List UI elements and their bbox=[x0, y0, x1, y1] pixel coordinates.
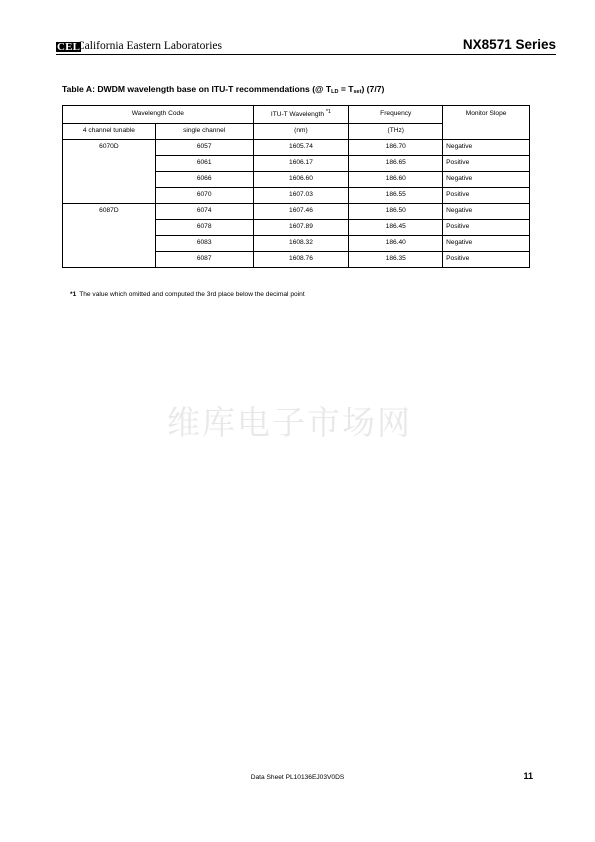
wavelength-cell: 1607.46 bbox=[253, 204, 349, 220]
group-code: 6087D bbox=[63, 204, 156, 268]
footnote-mark: *1 bbox=[325, 109, 332, 116]
frequency-cell: 186.60 bbox=[349, 172, 443, 188]
table-row bbox=[63, 204, 530, 220]
header-4-channel: 4 channel tunable bbox=[63, 124, 156, 140]
header-frequency: Frequency bbox=[349, 106, 443, 124]
series-title: NX8571 Series bbox=[462, 37, 556, 52]
page-number: 11 bbox=[523, 771, 533, 781]
wavelength-cell: 1607.89 bbox=[253, 220, 349, 236]
header-itu-wavelength: ITU-T Wavelength $^{*1}$ bbox=[253, 106, 349, 124]
wavelength-cell: 1608.32 bbox=[253, 236, 349, 252]
wavelength-cell: 1605.74 bbox=[253, 140, 349, 156]
header-frequency-unit: (THz) bbox=[349, 124, 443, 140]
table-title: Table A: DWDM wavelength base on ITU-T recommendations (@ $T_{LD} = T_{set}$) (7/7) bbox=[62, 84, 385, 95]
table-row bbox=[63, 140, 530, 156]
header-monitor-slope: Monitor Slope bbox=[443, 106, 530, 140]
group-code: 6070D bbox=[63, 140, 156, 204]
channel-cell: 6078 bbox=[155, 220, 253, 236]
slope-cell: Negative bbox=[443, 140, 530, 156]
channel-cell: 6061 bbox=[155, 156, 253, 172]
channel-cell: 6074 bbox=[155, 204, 253, 220]
wavelength-cell: 1606.17 bbox=[253, 156, 349, 172]
wavelength-cell: 1607.03 bbox=[253, 188, 349, 204]
wavelength-cell: 1606.60 bbox=[253, 172, 349, 188]
channel-cell: 6083 bbox=[155, 236, 253, 252]
frequency-cell: 186.65 bbox=[349, 156, 443, 172]
dwdm-table bbox=[62, 105, 530, 268]
slope-cell: Positive bbox=[443, 220, 530, 236]
header-divider bbox=[56, 54, 556, 55]
channel-cell: 6070 bbox=[155, 188, 253, 204]
cel-logo: CEL bbox=[57, 41, 81, 53]
footnote bbox=[70, 291, 305, 298]
page-header bbox=[56, 37, 556, 55]
header-single-channel: single channel bbox=[155, 124, 253, 140]
slope-cell: Negative bbox=[443, 236, 530, 252]
frequency-cell: 186.70 bbox=[349, 140, 443, 156]
slope-cell: Negative bbox=[443, 204, 530, 220]
channel-cell: 6066 bbox=[155, 172, 253, 188]
header-itu-unit: (nm) bbox=[253, 124, 349, 140]
slope-cell: Negative bbox=[443, 172, 530, 188]
watermark: 维库电子市场网 bbox=[167, 403, 412, 442]
company-name: California Eastern Laboratories bbox=[77, 40, 222, 52]
slope-cell: Positive bbox=[443, 188, 530, 204]
header-wavelength-code: Wavelength Code bbox=[63, 106, 254, 124]
channel-cell: 6087 bbox=[155, 252, 253, 268]
frequency-cell: 186.35 bbox=[349, 252, 443, 268]
footnote-marker: *1 bbox=[70, 291, 77, 298]
wavelength-cell: 1608.76 bbox=[253, 252, 349, 268]
frequency-cell: 186.45 bbox=[349, 220, 443, 236]
footnote-text: The value which omitted and computed the 3rd place below the decimal point bbox=[79, 291, 305, 298]
slope-cell: Positive bbox=[443, 252, 530, 268]
frequency-cell: 186.55 bbox=[349, 188, 443, 204]
slope-cell: Positive bbox=[443, 156, 530, 172]
footer-doc-id: Data Sheet PL10136EJ03V0DS bbox=[250, 774, 345, 781]
frequency-cell: 186.40 bbox=[349, 236, 443, 252]
channel-cell: 6057 bbox=[155, 140, 253, 156]
table-header-row bbox=[63, 106, 530, 124]
frequency-cell: 186.50 bbox=[349, 204, 443, 220]
